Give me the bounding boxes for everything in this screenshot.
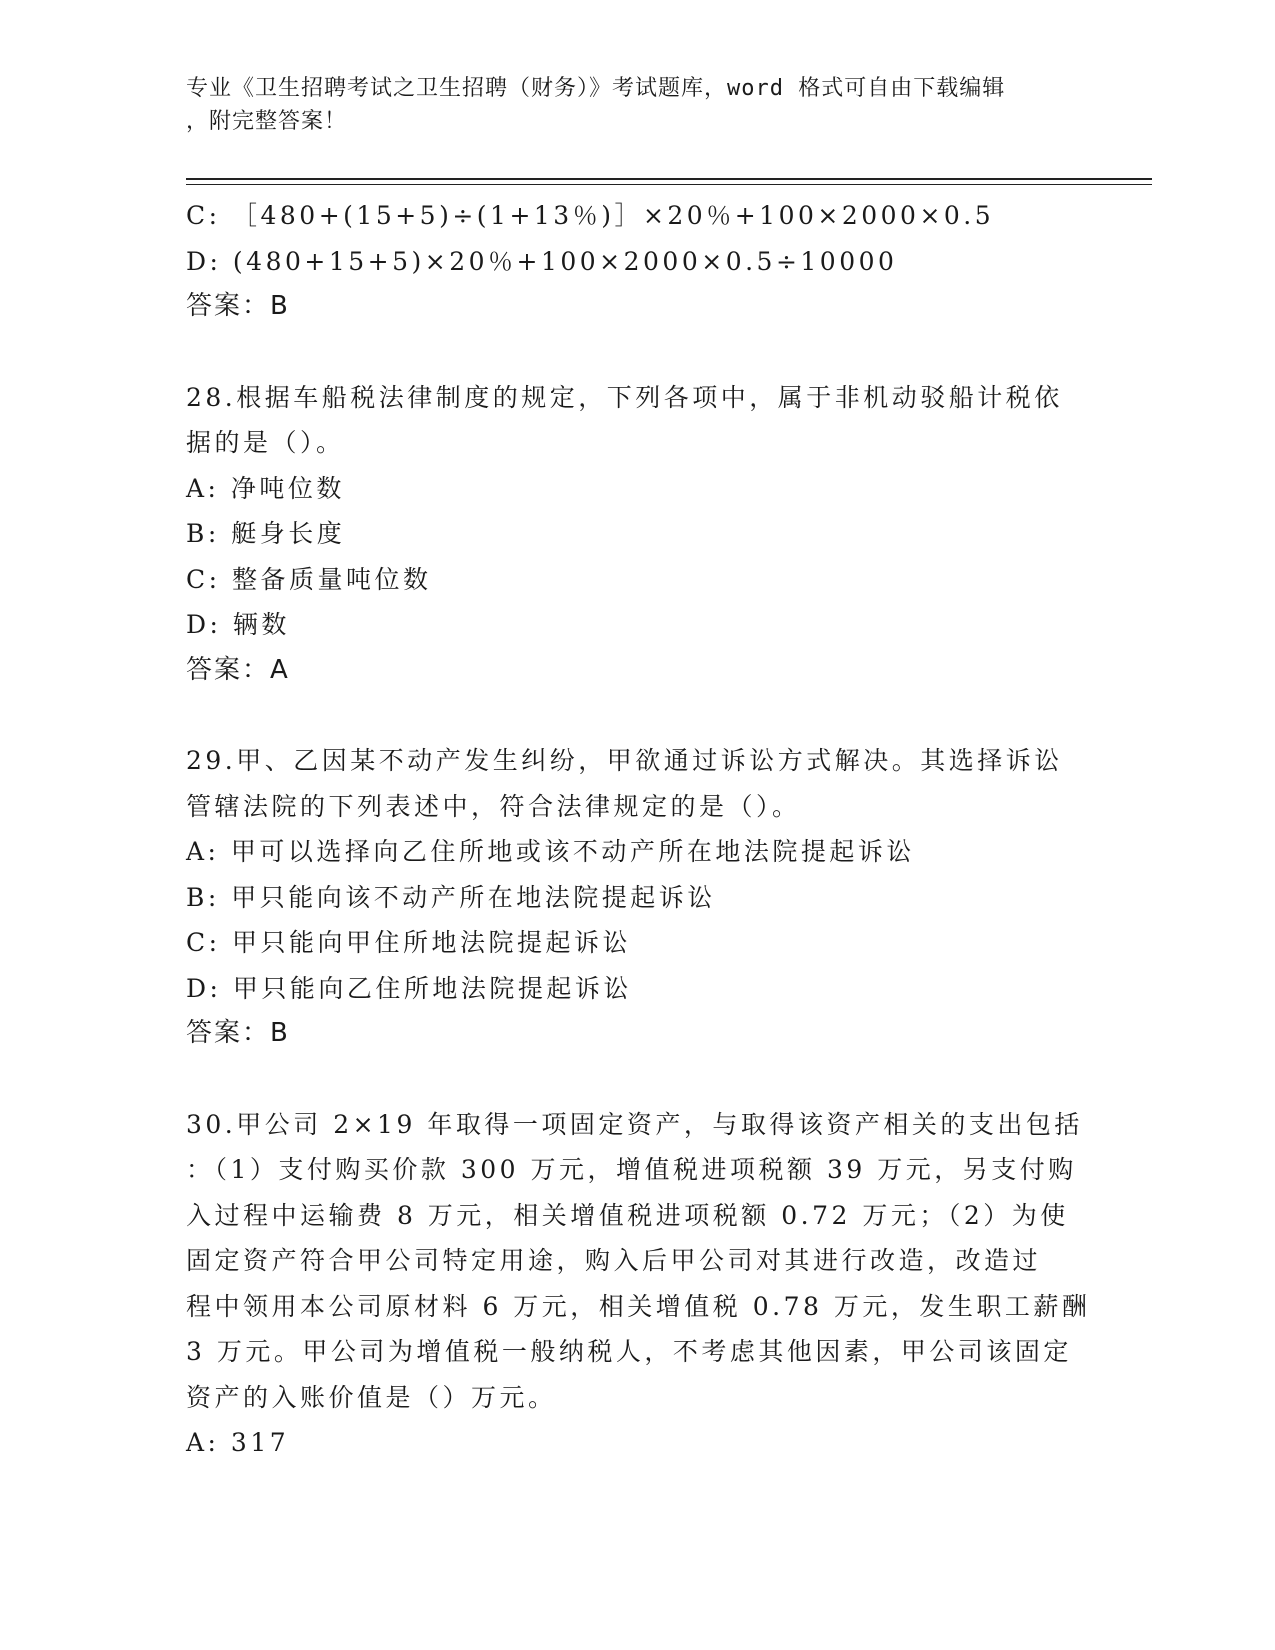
q30-stem-line: 3 万元。甲公司为增值税一般纳税人，不考虑其他因素，甲公司该固定 [186,1337,1072,1366]
q29-option-c: C: 甲只能向甲住所地法院提起诉讼 [186,928,631,957]
document-header [186,72,1066,138]
q28-option-d: D: 辆数 [186,610,290,639]
q27-option-c: C: ［480+(15+5)÷(1+13％)］×20％+100×2000×0.5 [186,201,995,230]
header-line-2: ，附完整答案！ [186,109,348,134]
header-rule-thin [186,184,1152,185]
q30-stem-line: 资产的入账价值是（）万元。 [186,1382,557,1412]
q29-answer: 答案：B [186,1018,290,1048]
q29-option-d: D: 甲只能向乙住所地法院提起诉讼 [186,973,632,1003]
q30-option-a: A: 317 [186,1428,290,1457]
q30-stem-line: ：（1）支付购买价款 300 万元，增值税进项税额 39 万元，另支付购 [186,1155,1077,1184]
question-content [186,193,1091,1466]
q30-stem-line: 入过程中运输费 8 万元，相关增值税进项税额 0.72 万元；（2）为使 [186,1200,1069,1230]
q27-option-d: D: (480+15+5)×20％+100×2000×0.5÷10000 [186,246,898,276]
q30-stem-line: 固定资产符合甲公司特定用途，购入后甲公司对其进行改造，改造过 [186,1246,1042,1275]
q30-stem-line: 程中领用本公司原材料 6 万元，相关增值税 0.78 万元，发生职工薪酬 [186,1291,1091,1321]
q28-stem-line: 据的是（）。 [186,428,345,457]
q28-stem-line: 28.根据车船税法律制度的规定，下列各项中，属于非机动驳船计税依 [186,382,1063,412]
q30-stem-line: 30.甲公司 2×19 年取得一项固定资产，与取得该资产相关的支出包括 [186,1109,1083,1139]
q29-stem-line: 管辖法院的下列表述中，符合法律规定的是（）。 [186,791,801,821]
q28-answer: 答案：A [186,654,290,685]
q29-option-b: B: 甲只能向该不动产所在地法院提起诉讼 [186,882,716,912]
q27-answer: 答案：B [186,291,290,321]
header-line-1: 专业《卫生招聘考试之卫生招聘（财务）》考试题库，word 格式可自由下载编辑 [186,76,1006,101]
q28-option-c: C: 整备质量吨位数 [186,564,432,594]
header-rule-thick [186,178,1152,180]
q29-option-a: A: 甲可以选择向乙住所地或该不动产所在地法院提起诉讼 [186,837,915,866]
q29-stem-line: 29.甲、乙因某不动产发生纠纷，甲欲通过诉讼方式解决。其选择诉讼 [186,746,1063,775]
q28-option-a: A: 净吨位数 [186,473,345,503]
q28-option-b: B: 艇身长度 [186,519,346,548]
